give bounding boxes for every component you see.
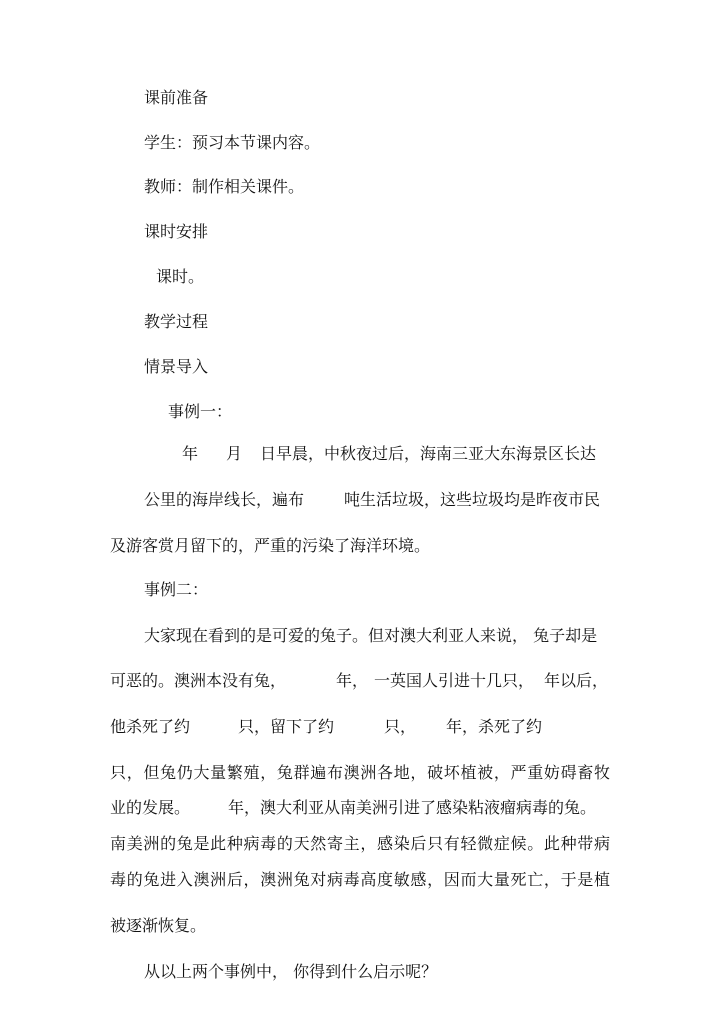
case2-line2-d: 年以后， xyxy=(544,671,609,690)
case1-line1-rest: 日早晨，中秋夜过后，海南三亚大东海景区长达 xyxy=(260,444,597,463)
case2-line3-d: 年，杀死了约 xyxy=(446,717,543,736)
case2-line3-a: 他杀死了约 xyxy=(110,717,191,736)
heading-course-prep: 课前准备 xyxy=(144,88,209,107)
case2-line2-c: 一英国人引进十几只， xyxy=(374,671,535,690)
case2-line3-b: 只，留下了约 xyxy=(238,717,335,736)
case2-line8: 被逐渐恢复。 xyxy=(110,916,207,935)
case1-line2-b: 吨生活垃圾，这些垃圾均是昨夜市民 xyxy=(344,490,601,509)
teacher-prep-text: 教师：制作相关课件。 xyxy=(144,177,305,196)
student-prep-text: 学生：预习本节课内容。 xyxy=(144,133,321,152)
case2-line5-a: 业的发展。 xyxy=(110,798,191,817)
case1-line3: 及游客赏月留下的，严重的污染了海洋环境。 xyxy=(110,536,431,555)
case2-line4: 只，但兔仍大量繁殖，兔群遍布澳洲各地，破坏植被，严重妨碍畜牧 xyxy=(110,763,610,782)
case1-line1-month: 月 xyxy=(226,444,243,463)
reflection-question: 从以上两个事例中， 你得到什么启示呢？ xyxy=(144,962,438,981)
case2-line7: 毒的兔进入澳洲后，澳洲兔对病毒高度敏感，因而大量死亡，于是植 xyxy=(110,870,610,889)
heading-scenario-intro: 情景导入 xyxy=(144,357,209,376)
case2-label: 事例二： xyxy=(144,580,209,599)
case2-line2-a: 可恶的。澳洲本没有兔， xyxy=(110,671,287,690)
case2-line2-b: 年， xyxy=(336,671,369,690)
case1-line1-year: 年 xyxy=(182,444,199,463)
heading-teaching-process: 教学过程 xyxy=(144,312,209,331)
case1-line2-a: 公里的海岸线长，遍布 xyxy=(144,490,305,509)
case2-line5-b: 年，澳大利亚从南美洲引进了感染粘液瘤病毒的兔。 xyxy=(228,798,597,817)
schedule-text: 课时。 xyxy=(156,267,205,286)
case2-line6: 南美洲的兔是此种病毒的天然寄主，感染后只有轻微症候。此种带病 xyxy=(110,834,610,853)
case2-line1: 大家现在看到的是可爱的兔子。但对澳大利亚人来说， 兔子却是 xyxy=(144,626,598,645)
case1-label: 事例一： xyxy=(168,402,233,421)
case2-line3-c: 只， xyxy=(384,717,417,736)
heading-schedule: 课时安排 xyxy=(144,222,209,241)
